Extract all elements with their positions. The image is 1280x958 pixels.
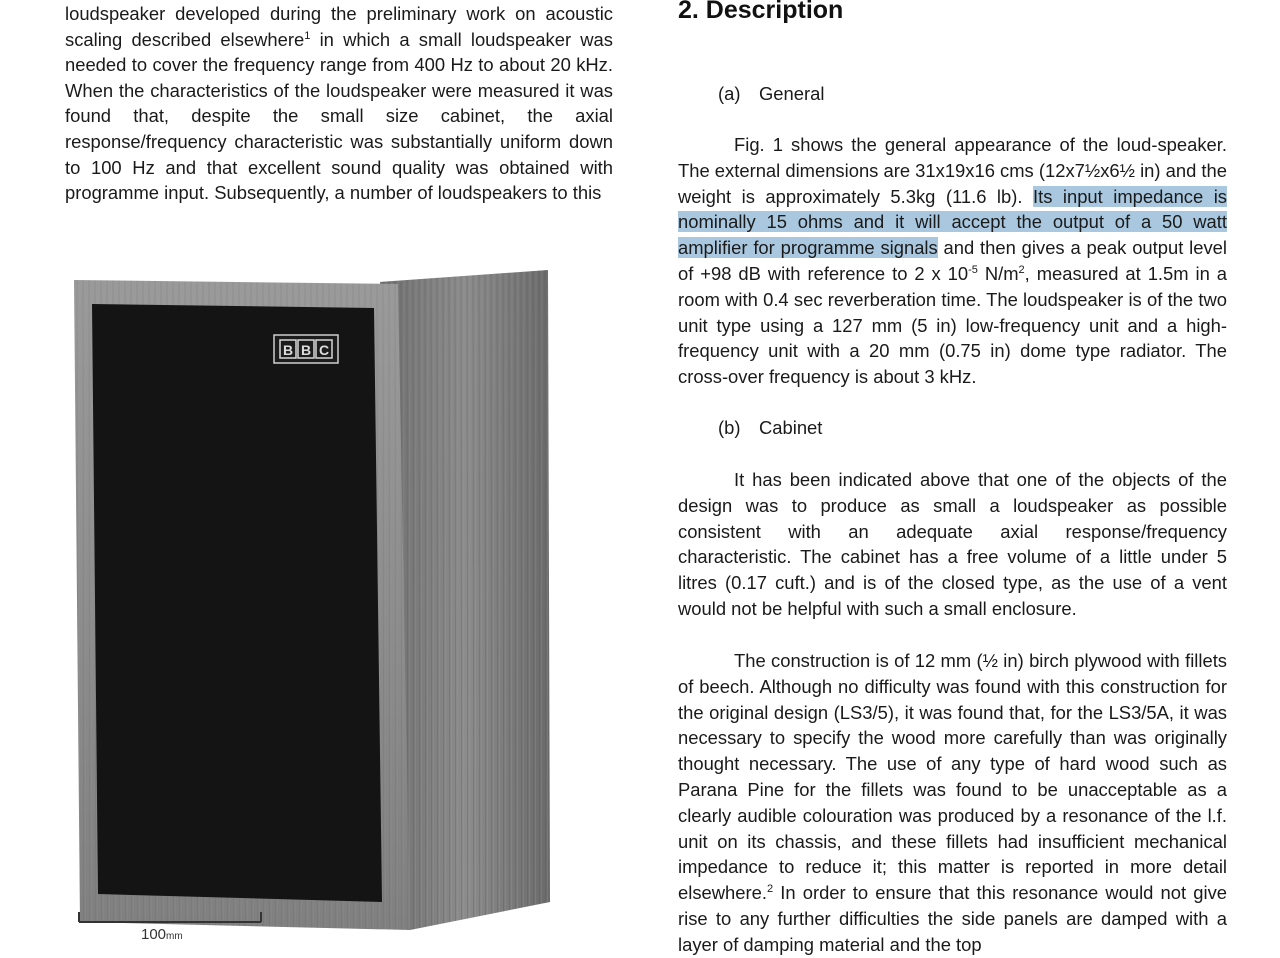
speaker-grille	[92, 304, 382, 902]
highlighted-selection[interactable]: Its input impedance is nominally 15 ohms and it will accept the output of a 50 watt amplifier for programme signals	[678, 185, 1228, 259]
scale-bar	[78, 910, 268, 926]
general-paragraph: Fig. 1 shows the general appearance of the loud-speaker. The external dimensions are 31x19x16 cms (12x7½x6½ in) and the weight is approximately 5.3kg (11.6 lb). Its input impedance is nominally 15 ohms and it will accept the output of a 50 watt amplifier for programme signals and then gives a peak output level of +98 dB with reference to 2 x $10^{-5}$ $N/m^2$, measured at 1.5m in a room with 0.4 sec reverberation time. The loudspeaker is of the two unit type using a 127 mm (5 in) low-frequency unit and a high-frequency unit with a 20 mm (0.75 in) dome type radiator. The cross-over frequency is about 3 kHz.	[678, 134, 1228, 388]
bbc-badge	[274, 335, 338, 363]
left-column-text	[65, 1, 613, 206]
bbc-badge-letter-3: C	[318, 342, 330, 358]
section-heading: 2. Description	[678, 0, 844, 24]
cabinet-paragraph-1: It has been indicated above that one of the objects of the design was to produce as small a loudspeaker as possible consistent with an adequate axial response/frequency characteristic. The cabinet has a free volume of a little under 5 litres (0.17 cuft.) and is of the closed type, as the use of a vent would not be helpful with such a small enclosure.	[678, 469, 1227, 619]
left-text-part1: loudspeaker developed during the preliminary work on acoustic scaling described elsewhere	[65, 3, 613, 50]
subheading-general: (a) General	[718, 83, 825, 104]
scale-unit: mm	[166, 931, 183, 942]
subheading-cabinet: (b) Cabinet	[718, 417, 823, 438]
footnote-ref-2: 2	[766, 883, 774, 896]
bbc-badge-letter-1: B	[282, 342, 294, 358]
loudspeaker-photo	[70, 262, 552, 934]
cabinet-paragraph-2: The construction is of 12 mm (½ in) birch plywood with fillets of beech. Although no difficulty was found with this construction for the original design (LS3/5), it was found that, for the LS3/5A, it was necessary to specify the wood more carefully than was originally thought necessary. The use of any type of hard wood such as Parana Pine for the fillets was found to be unacceptable as a clearly audible colouration was produced by a resonance of the l.f. unit on its chassis, and these fillets had insufficient mechanical impedance to reduce it; this matter is reported in more detail elsewhere.$^2$ In order to ensure that this resonance would not give rise to any further difficulties the side panels are damped with a layer of damping material and the top	[678, 650, 1227, 955]
left-text-part2: in which a small loudspeaker was needed to cover the frequency range from 400 Hz to about 20 kHz. When the characteristics of the loudspeaker were measured it was found that, despite the small size cabinet, the axial response/frequency characteristic was substantially uniform down to 100 Hz and that excellent sound quality was obtained with programme input. Subsequently, a number of loudspeakers to this	[65, 28, 613, 204]
scale-label: 100mm	[141, 926, 183, 943]
bbc-badge-letter-2: B	[300, 342, 312, 358]
footnote-ref-1: 1	[304, 29, 311, 42]
